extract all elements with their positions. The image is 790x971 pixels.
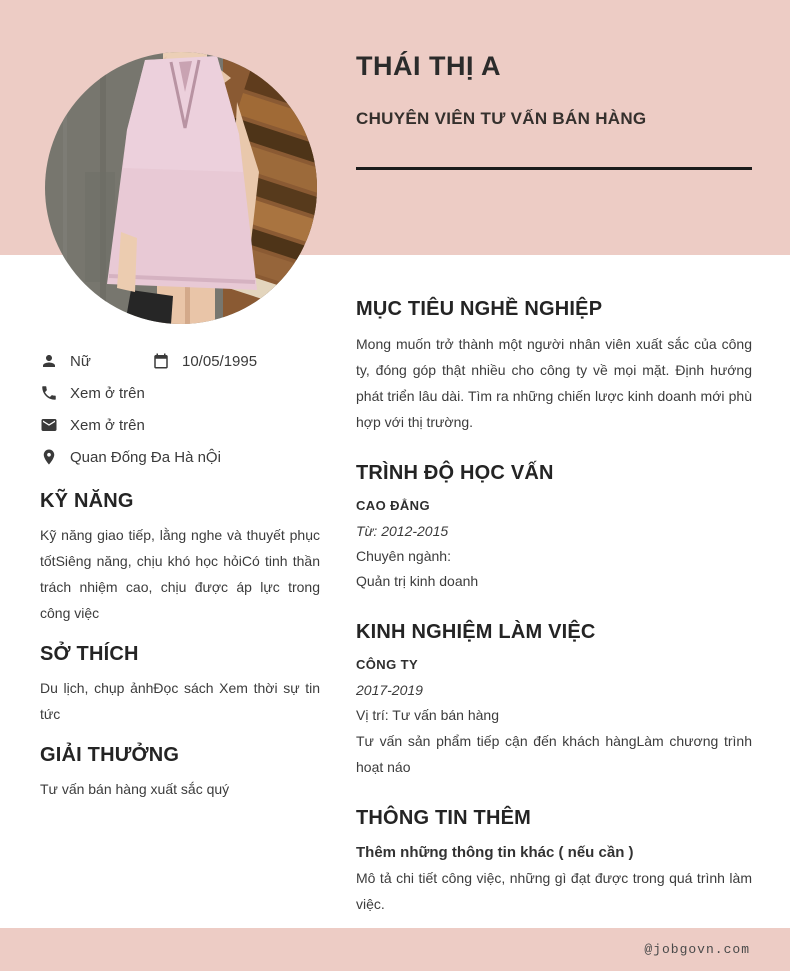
education-school: CAO ĐẲNG — [356, 498, 430, 513]
education-period: Từ: 2012-2015 — [356, 523, 449, 539]
section-education — [356, 461, 752, 594]
section-skills — [40, 489, 320, 626]
email-icon — [40, 416, 58, 434]
profile-photo-illustration — [45, 52, 317, 324]
phone-value: Xem ở trên — [70, 384, 145, 402]
right-column — [356, 297, 752, 917]
watermark-text: @jobgovn.com — [644, 942, 750, 957]
candidate-job-title: CHUYÊN VIÊN TƯ VẤN BÁN HÀNG — [356, 109, 647, 128]
gender-item — [40, 352, 152, 370]
skills-heading: KỸ NĂNG — [40, 490, 134, 512]
left-column — [40, 345, 320, 802]
info-row-phone — [40, 377, 320, 409]
gender-value: Nữ — [70, 352, 91, 370]
section-awards — [40, 743, 320, 802]
education-major-label: Chuyên ngành: — [356, 548, 451, 564]
info-row-gender-birthday — [40, 345, 320, 377]
profile-photo — [45, 52, 317, 324]
awards-body: Tư vấn bán hàng xuất sắc quý — [40, 781, 230, 797]
header-divider — [356, 167, 752, 170]
additional-info-subtitle: Thêm những thông tin khác ( nếu cần ) — [356, 844, 634, 861]
experience-period: 2017-2019 — [356, 682, 423, 698]
objective-heading: MỤC TIÊU NGHỀ NGHIỆP — [356, 298, 603, 320]
birthday-value: 10/05/1995 — [182, 352, 258, 370]
person-icon — [40, 352, 58, 370]
info-row-email — [40, 409, 320, 441]
section-additional-info — [356, 806, 752, 917]
bottom-pink-band — [0, 928, 790, 971]
experience-position: Vị trí: Tư vấn bán hàng — [356, 707, 499, 723]
birthday-item — [152, 352, 257, 370]
objective-body: Mong muốn trở thành một người nhân viên xuất sắc của công ty, đóng góp thật nhiều cho công ty về mọi mặt. Định hướng phát triển lâu dài. Tìm ra những chiến lược kinh doanh mới phù hợp với thị trường. — [356, 336, 752, 430]
address-value: Quan Đống Đa Hà nỘi — [70, 448, 221, 466]
education-heading: TRÌNH ĐỘ HỌC VẤN — [356, 462, 554, 484]
hobbies-body: Du lịch, chụp ảnhĐọc sách Xem thời sự tin tức — [40, 680, 320, 722]
section-experience — [356, 620, 752, 780]
awards-heading: GIẢI THƯỞNG — [40, 744, 180, 766]
email-value: Xem ở trên — [70, 416, 145, 434]
location-pin-icon — [40, 448, 58, 466]
hobbies-heading: SỞ THÍCH — [40, 643, 139, 665]
education-major: Quản trị kinh doanh — [356, 573, 479, 589]
candidate-name: THÁI THỊ A — [356, 51, 501, 81]
skills-body: Kỹ năng giao tiếp, lằng nghe và thuyết phục tốtSiêng năng, chịu khó học hỏiCó tinh thần trách nhiệm cao, chịu được áp lực trong công việc — [40, 527, 320, 621]
header — [356, 50, 752, 130]
experience-company: CÔNG TY — [356, 657, 419, 672]
experience-description: Tư vấn sản phẩm tiếp cận đến khách hàngLàm chương trình hoạt náo — [356, 733, 752, 775]
additional-info-heading: THÔNG TIN THÊM — [356, 807, 532, 829]
experience-heading: KINH NGHIỆM LÀM VIỆC — [356, 621, 596, 643]
section-objective — [356, 297, 752, 435]
additional-info-body: Mô tả chi tiết công việc, những gì đạt được trong quá trình làm việc. — [356, 870, 752, 912]
info-row-address — [40, 441, 320, 473]
section-hobbies — [40, 642, 320, 727]
phone-icon — [40, 384, 58, 402]
calendar-icon — [152, 352, 170, 370]
